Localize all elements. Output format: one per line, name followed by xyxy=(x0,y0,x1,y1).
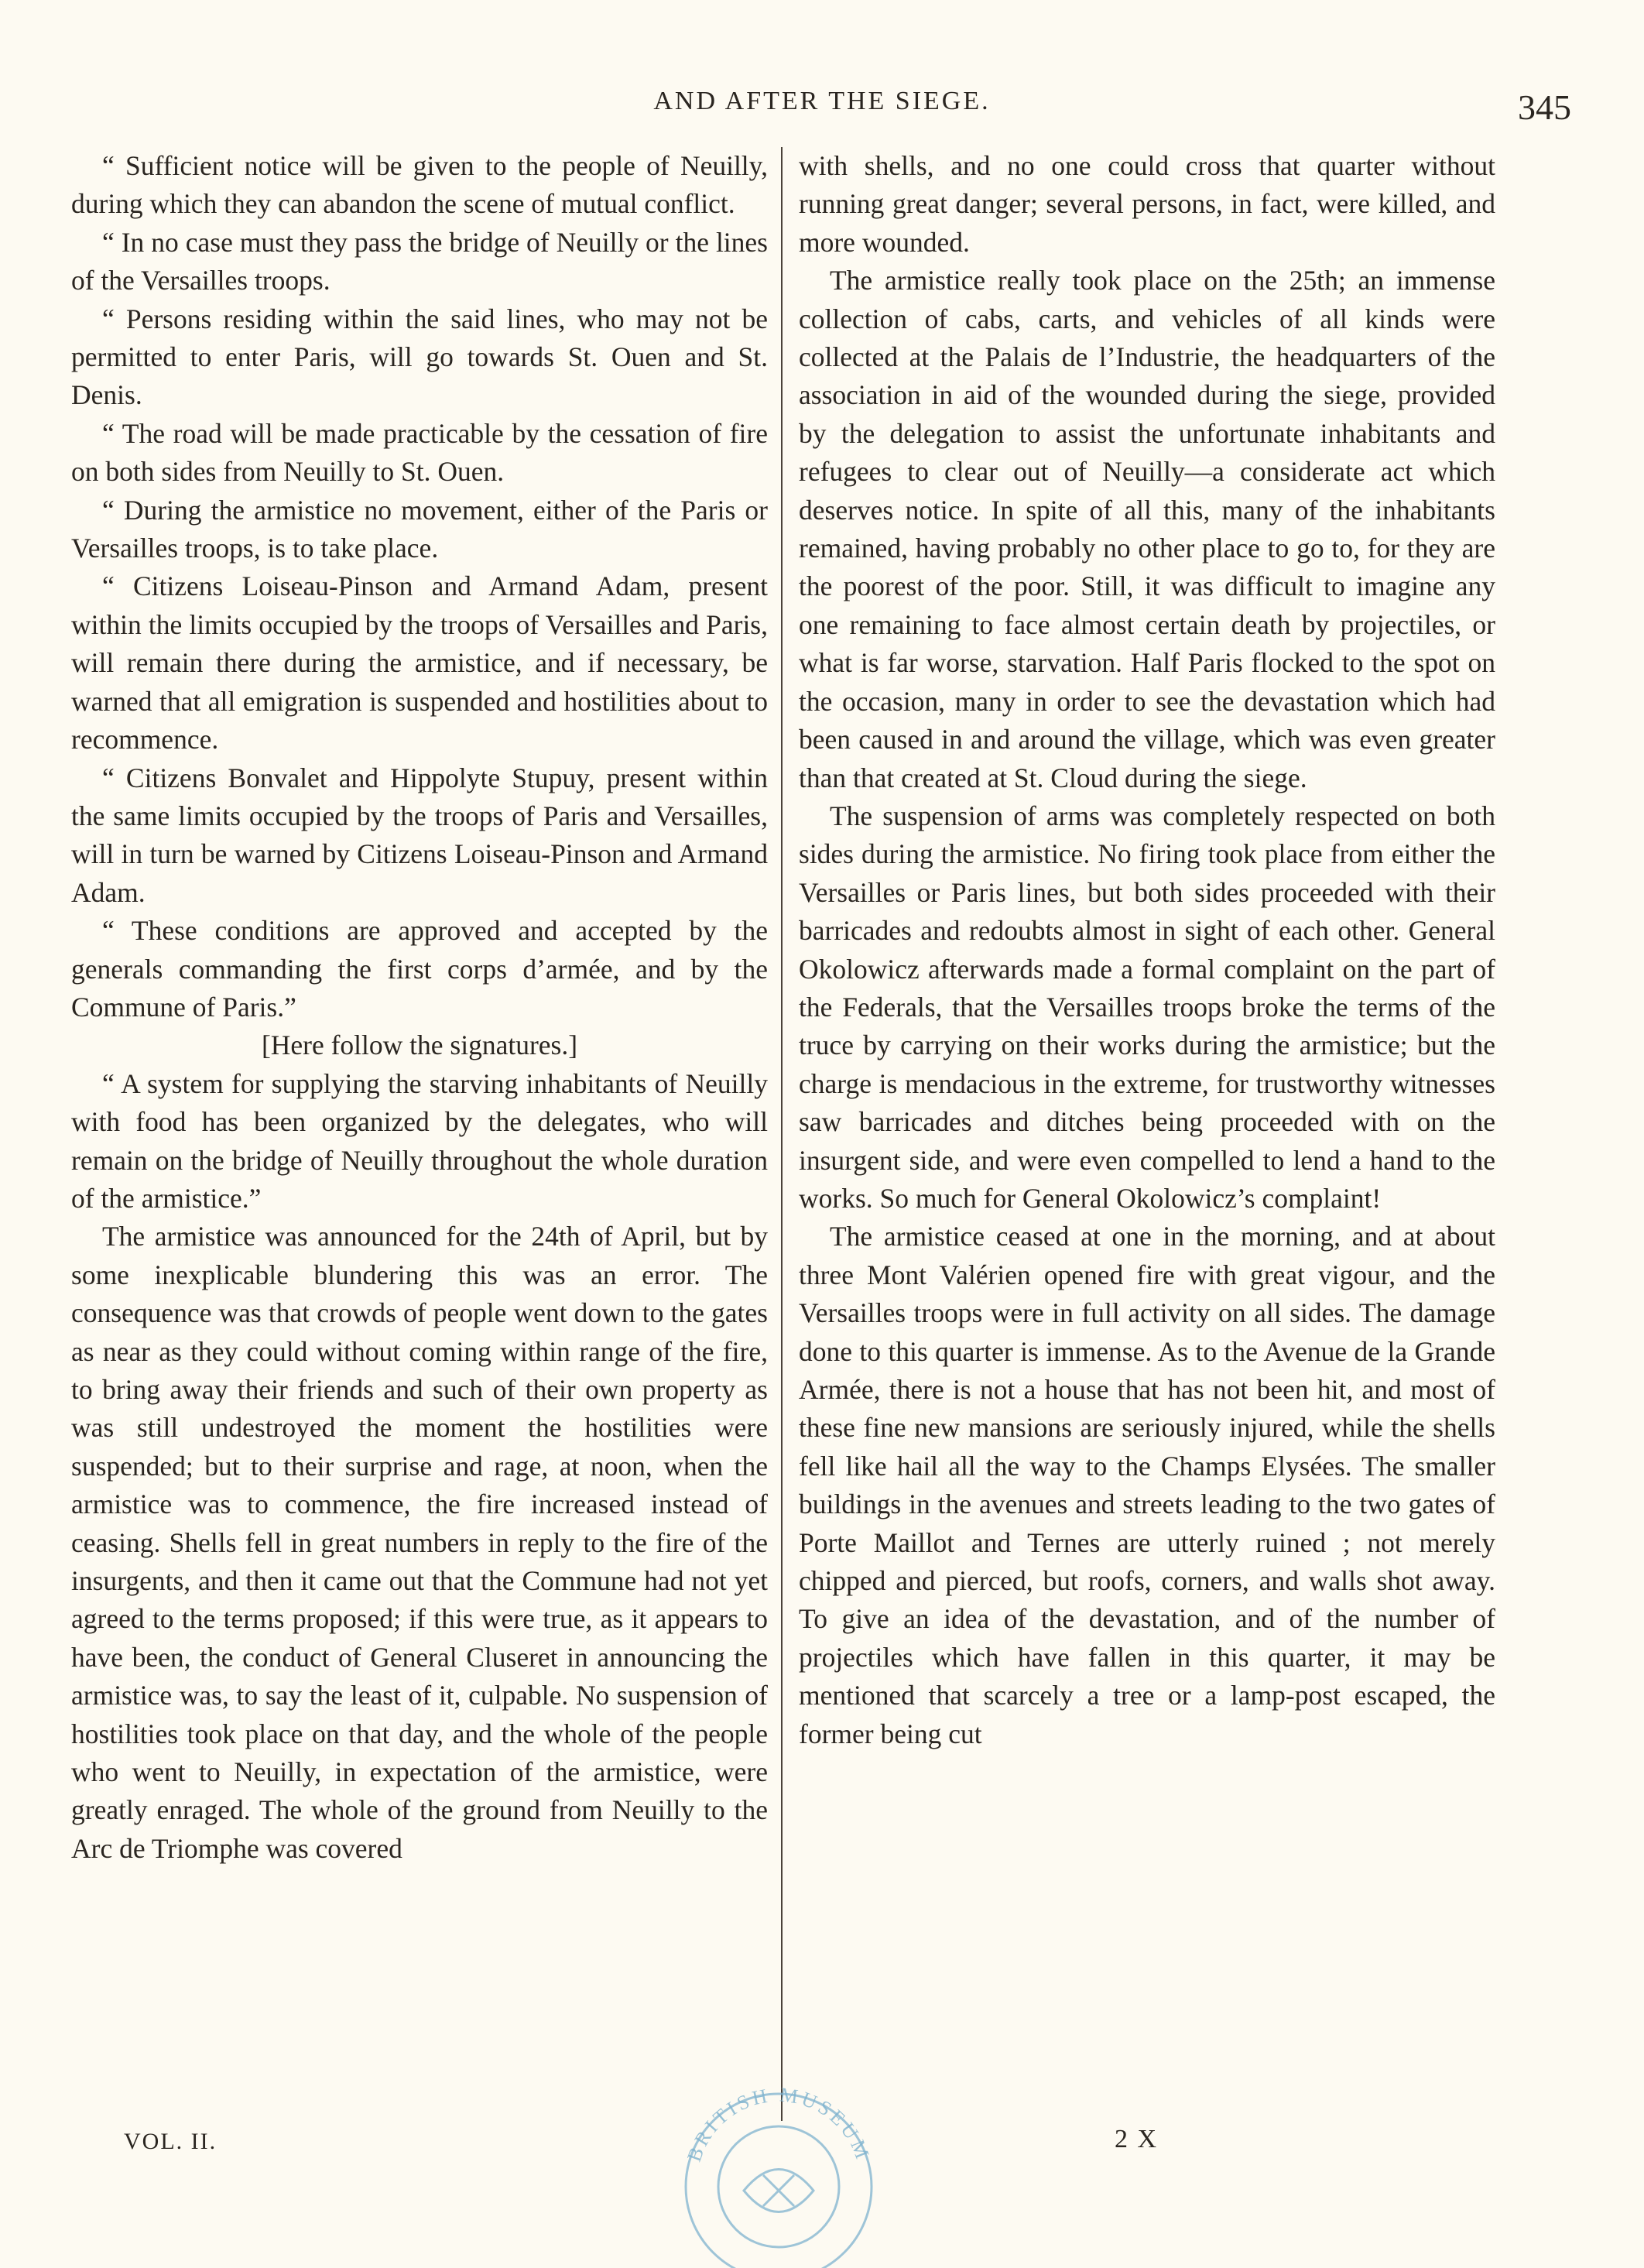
signatures-note: [Here follow the signatures.] xyxy=(261,1030,578,1061)
running-head: AND AFTER THE SIEGE. xyxy=(653,87,991,115)
paragraph: “ Persons residing within the said lines, who may not be permitted to enter Paris, will go towards St. Ouen and St. Denis. xyxy=(71,303,768,411)
paragraph: “ A system for supplying the starving inhabitants of Neuilly with food has been organized by the delegates, who will remain on the bridge of Neuilly throughout the whole duration of the armistice.” xyxy=(71,1067,768,1214)
column-divider xyxy=(781,147,783,2121)
paragraph: The suspension of arms was completely respected on both sides during the armistice. No firing took place from either the Versailles or Paris lines, but both sides proceeded with their barricades and redoubts almost in sight of each other. General Okolowicz afterwards made a formal complaint on the part of the Federals, that the Versailles troops broke the terms of the truce by carrying on their works during the armistice; but the charge is mendacious in the extreme, for trustworthy witnesses saw barricades and ditches being proceeded with on the insurgent side, and were even compelled to lend a hand to the works. So much for General Okolowicz’s complaint! xyxy=(799,800,1495,1214)
paragraph: The armistice ceased at one in the morning, and at about three Mont Valérien opened fire with great vigour, and the Versailles troops were in full activity on all sides. The damage done to this quarter is immense. As to the Avenue de la Grande Armée, there is not a house that has not been hit, and most of these fine new mansions are seriously injured, while the shells fell like hail all the way to the Champs Elysées. The smaller buildings in the avenues and streets leading to the two gates of Porte Maillot and Ternes are utterly ruined ; not merely chipped and pierced, but roofs, corners, and walls shot away. To give an idea of the devastation, and of the number of projectiles which have fallen in this quarter, it may be mentioned that scarcely a tree or a lamp-post escaped, the former being cut xyxy=(799,1221,1495,1749)
volume-label: VOL. II. xyxy=(124,2129,217,2154)
paragraph: “ Citizens Loiseau-Pinson and Armand Adam, present within the limits occupied by the troops of Versailles and Paris, will remain there during the armistice, and if necessary, be warned that all emigration is suspended and hostilities about to recommence. xyxy=(71,570,768,755)
paragraph: with shells, and no one could cross that quarter without running great danger; several persons, in fact, were killed, and more wounded. xyxy=(799,150,1495,258)
paragraph: The armistice was announced for the 24th of April, but by some inexplicable blundering this was an error. The consequence was that crowds of people went down to the gates as near as they could without coming within range of the fire, to bring away their friends and such of their own property as was still undestroyed the moment the hostilities were suspended; but to their surprise and rage, at noon, when the armistice was to commence, the fire increased instead of ceasing. Shells fell in great numbers in reply to the fire of the insurgents, and then it came out that the Commune had not yet agreed to the terms proposed; if this were true, as it appears to have been, the conduct of General Cluseret in announcing the armistice was, to say the least of it, culpable. No suspension of hostilities took place on that day, and the whole of the people who went to Neuilly, in expectation of the armistice, were greatly enraged. The whole of the ground from Neuilly to the Arc de Triomphe was covered xyxy=(71,1221,768,1864)
paragraph: “ These conditions are approved and accepted by the generals commanding the first corps d’armée, and by the Commune of Paris.” xyxy=(71,915,768,1023)
paragraph: “ In no case must they pass the bridge of Neuilly or the lines of the Versailles troops. xyxy=(71,226,768,296)
museum-stamp-icon xyxy=(663,2074,895,2268)
left-column xyxy=(71,147,768,1868)
paragraph: “ Citizens Bonvalet and Hippolyte Stupuy, present within the same limits occupied by the troops of Paris and Versailles, will in turn be warned by Citizens Loiseau-Pinson and Armand Adam. xyxy=(71,762,768,908)
paragraph: “ Sufficient notice will be given to the people of Neuilly, during which they can abandon the scene of mutual conflict. xyxy=(71,150,768,220)
right-column xyxy=(799,147,1495,1753)
svg-text:BRITISH MUSEUM: BRITISH MUSEUM xyxy=(683,2083,875,2165)
signature-mark: 2 X xyxy=(1115,2125,1159,2153)
page-number: 345 xyxy=(1518,87,1571,127)
paragraph: “ The road will be made practicable by the cessation of fire on both sides from Neuilly to St. Ouen. xyxy=(71,417,768,488)
paragraph: The armistice really took place on the 25th; an immense collection of cabs, carts, and vehicles of all kinds were collected at the Palais de l’Industrie, the headquarters of the association in aid of the wounded during the siege, provided by the delegation to assist the unfortunate inhabitants and refugees to clear out of Neuilly—a considerate act which deserves notice. In spite of all this, many of the inhabitants remained, having probably no other place to go to, for they are the poorest of the poor. Still, it was difficult to imagine any one remaining to face almost certain death by projectiles, or what is far worse, starvation. Half Paris flocked to the spot on the occasion, many in order to see the devastation which had been caused in and around the village, which was even greater than that created at St. Cloud during the siege. xyxy=(799,265,1495,793)
paragraph: “ During the armistice no movement, either of the Paris or Versailles troops, is to take place. xyxy=(71,494,768,564)
